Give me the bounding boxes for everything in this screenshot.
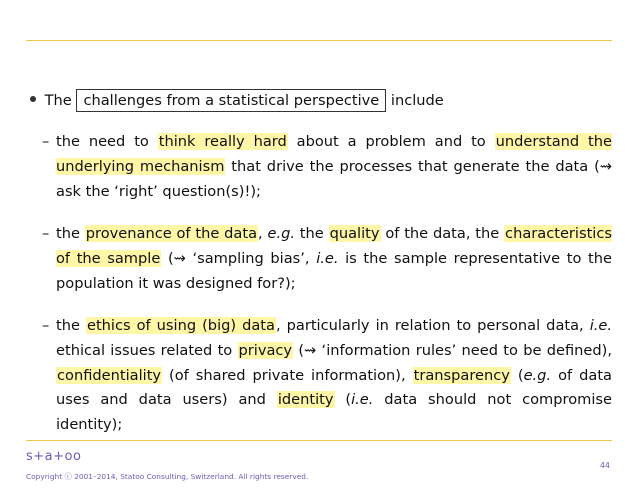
text-run: (of shared private information), xyxy=(162,366,413,384)
emphasis-text: i.e. xyxy=(589,317,613,334)
text-run: , xyxy=(258,225,268,242)
dash-icon: – xyxy=(42,133,50,150)
sub-bullet-text xyxy=(56,314,612,438)
emphasis-text: e.g. xyxy=(523,366,552,384)
highlighted-phrase: understand the underlying mechanism xyxy=(56,133,612,175)
sub-bullet-text xyxy=(56,222,612,296)
highlighted-phrase: characteristics of the sample xyxy=(56,225,612,267)
text-run: the need to xyxy=(56,133,158,150)
text-run: the xyxy=(295,225,329,242)
footer-rule xyxy=(26,440,612,441)
intro-bullet xyxy=(30,89,612,113)
highlighted-phrase: quality xyxy=(329,225,380,242)
emphasis-text: i.e. xyxy=(351,391,374,409)
highlighted-phrase: confidentiality xyxy=(57,366,162,384)
bullet-icon xyxy=(30,96,36,102)
text-run: ethical issues related to xyxy=(56,341,238,359)
text-run: that drive the processes that generate the data (⇝ ask the ‘right’ question(s)!); xyxy=(56,157,612,200)
sub-bullet-2 xyxy=(42,222,612,296)
dash-icon: – xyxy=(42,317,50,334)
text-run: of data uses and data users) and xyxy=(56,366,612,409)
emphasis-text: i.e. xyxy=(316,249,339,267)
text-run: of the data, the xyxy=(380,225,505,242)
text-run: the xyxy=(56,317,86,334)
highlighted-phrase: ethics of using (big) data xyxy=(86,317,275,334)
copyright-text: Copyright ⓒ 2001–2014, Statoo Consulting, Switzerland. All rights reserved. xyxy=(26,472,309,481)
text-run: , particularly in relation to personal data, xyxy=(275,317,590,334)
header-rule xyxy=(26,40,612,41)
brand-logo-text: s+a+oo xyxy=(26,449,82,464)
highlighted-phrase: identity xyxy=(277,391,334,409)
sub-bullet-text xyxy=(56,130,612,204)
emphasis-text: e.g. xyxy=(267,225,295,242)
highlighted-phrase: provenance of the data xyxy=(85,225,258,242)
text-run: about a problem and to xyxy=(287,133,495,150)
highlighted-phrase: transparency xyxy=(413,366,510,384)
highlighted-phrase: think really hard xyxy=(158,133,287,150)
sub-bullet-3 xyxy=(42,314,612,438)
sub-bullet-1 xyxy=(42,130,612,204)
intro-prefix: The xyxy=(44,92,72,109)
text-run: (⇝ ‘information rules’ need to be defined), xyxy=(293,341,612,359)
dash-icon: – xyxy=(42,225,50,242)
text-run: is the sample representative to the population it was designed for?); xyxy=(56,249,612,292)
text-run: ( xyxy=(510,366,524,384)
page-number: 44 xyxy=(599,461,610,470)
text-run: the xyxy=(56,225,85,242)
boxed-phrase: challenges from a statistical perspective xyxy=(76,89,386,112)
text-run: ( xyxy=(334,391,352,409)
text-run: (⇝ ‘sampling bias’, xyxy=(161,249,317,267)
highlighted-phrase: privacy xyxy=(238,341,293,359)
text-run: data should not compromise identity); xyxy=(56,391,612,434)
intro-suffix: include xyxy=(390,92,444,109)
